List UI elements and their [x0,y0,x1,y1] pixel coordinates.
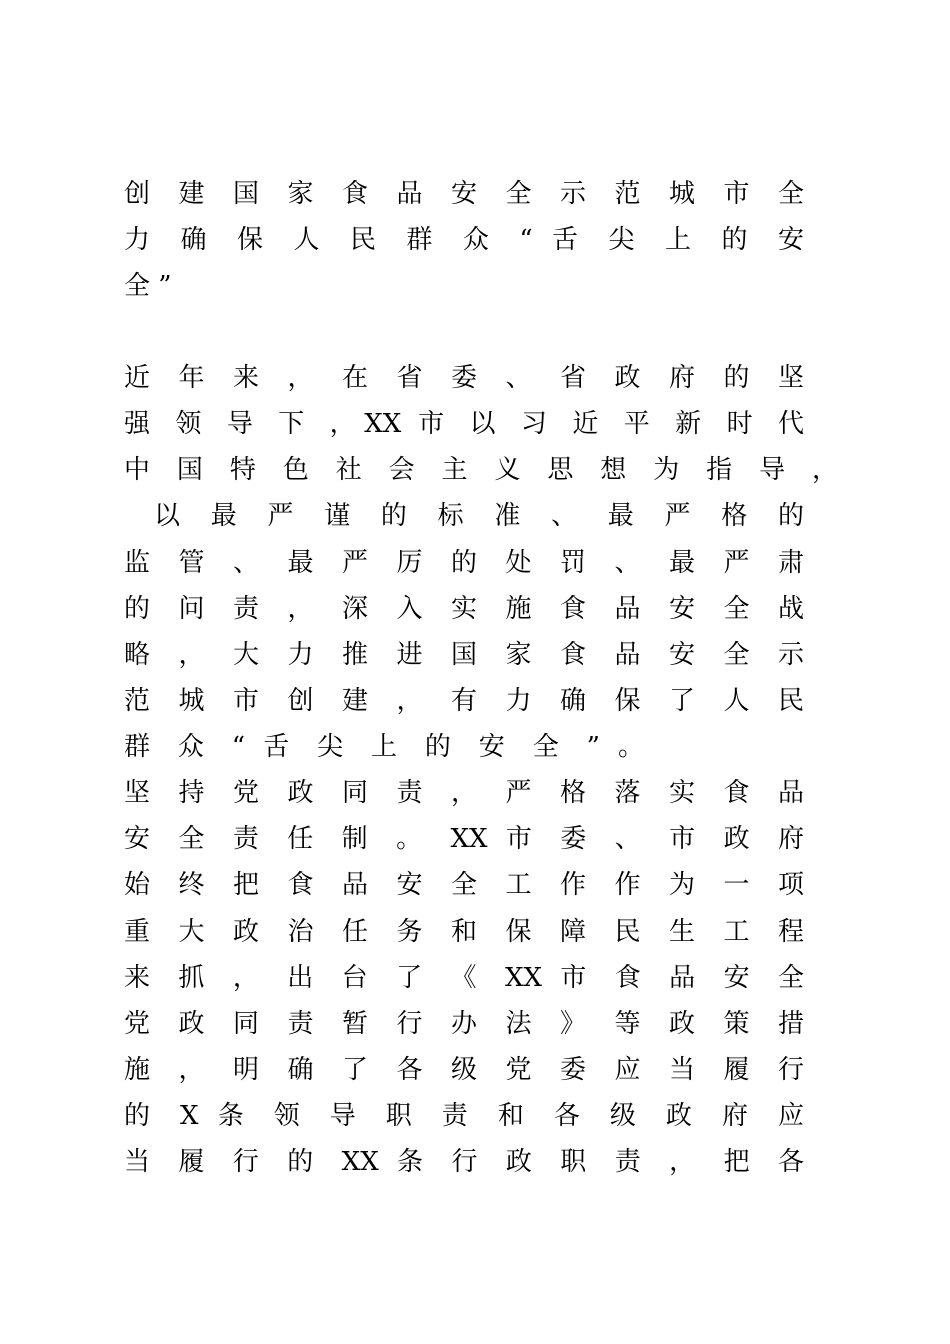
body-line-13: 重 大 政 治 任 务 和 保 障 民 生 工 程 [124,917,804,947]
body-line-7: 略 ， 大 力 推 进 国 家 食 品 安 全 示 [124,640,804,670]
body-line-8: 范 城 市 创 建 ， 有 力 确 保 了 人 民 [124,686,804,716]
body-line-10: 坚 持 党 政 同 责 ， 严 格 落 实 食 品 [124,778,804,808]
body-line-11: 安 全 责 任 制 。 XX 市 委 、 市 政 府 [124,824,804,854]
body-line-3: 中 国 特 色 社 会 主 义 思 想 为 指 导 ， [124,455,838,485]
body-line-9: 群 众 “ 舌 尖 上 的 安 全 ” 。 [124,732,644,762]
body-line-17: 的 X 条 领 导 职 责 和 各 级 政 府 应 [124,1101,804,1131]
title-line-1: 创 建 国 家 食 品 安 全 示 范 城 市 全 [124,179,804,209]
body-line-18: 当 履 行 的 XX 条 行 政 职 责 ， 把 各 [124,1147,804,1177]
body-line-4: 以 最 严 谨 的 标 准 、 最 严 格 的 [154,501,804,531]
body-line-1: 近 年 来 ， 在 省 委 、 省 政 府 的 坚 [124,363,804,393]
body-line-6: 的 问 责 ， 深 入 实 施 食 品 安 全 战 [124,594,804,624]
body-line-16: 施 ， 明 确 了 各 级 党 委 应 当 履 行 [124,1055,804,1085]
body-line-15: 党 政 同 责 暂 行 办 法 》 等 政 策 措 [124,1009,804,1039]
body-line-2: 强 领 导 下 ，XX 市 以 习 近 平 新 时 代 [124,409,804,439]
title-line-2: 力 确 保 人 民 群 众 “ 舌 尖 上 的 安 [124,225,804,255]
body-line-14: 来 抓 ， 出 台 了 《 XX 市 食 品 安 全 [124,963,804,993]
body-line-12: 始 终 把 食 品 安 全 工 作 作 为 一 项 [124,870,804,900]
body-line-5: 监 管 、 最 严 厉 的 处 罚 、 最 严 肃 [124,548,804,578]
title-line-3: 全 ” [124,271,172,301]
